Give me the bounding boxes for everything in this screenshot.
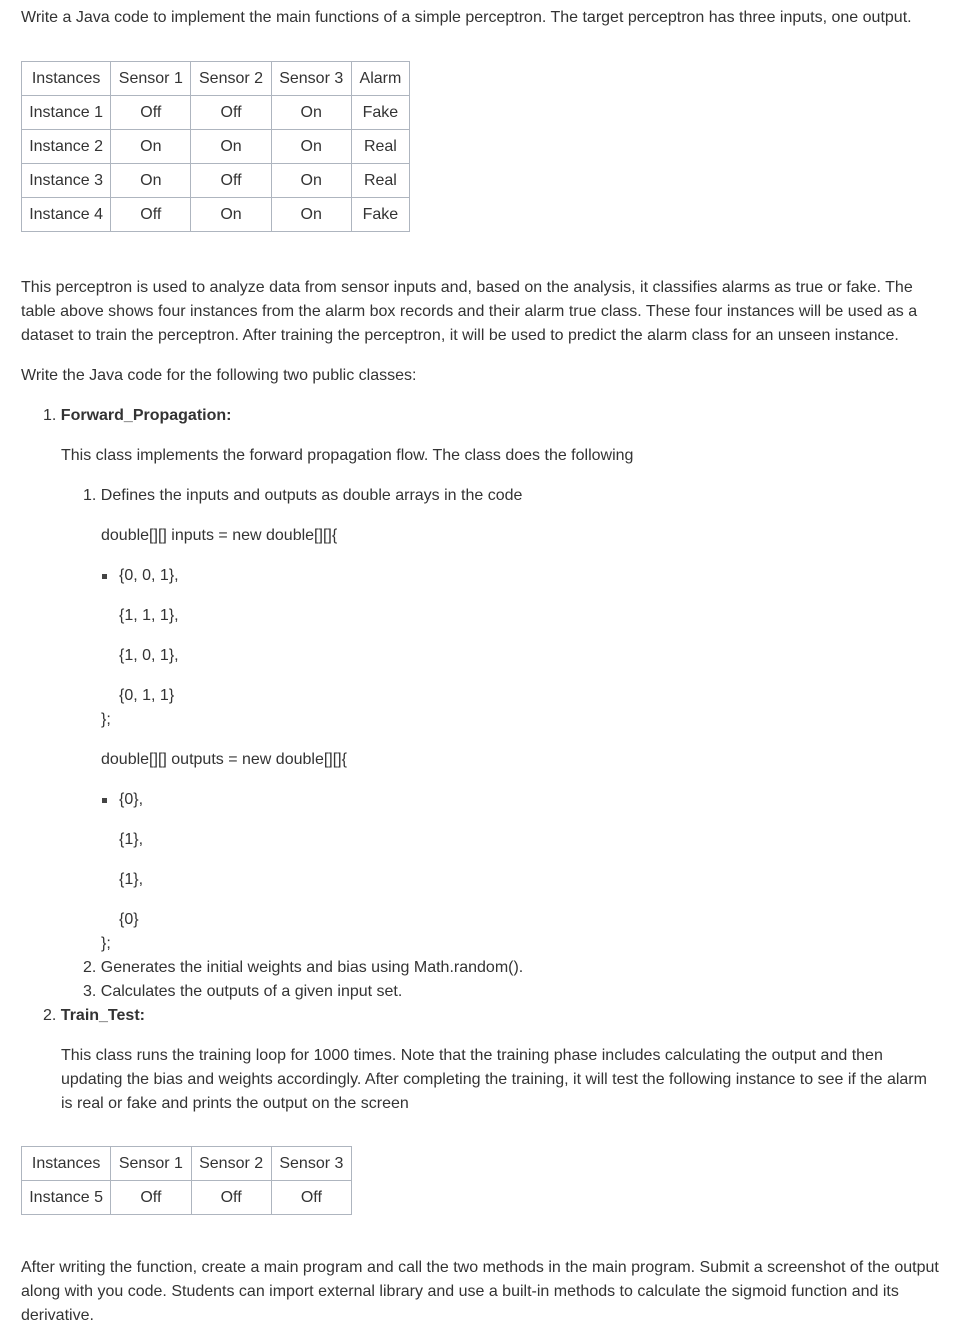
test-instance-table	[21, 1146, 352, 1215]
table-cell: On	[111, 130, 191, 164]
step-number: 3.	[83, 983, 97, 1000]
table-cell: Fake	[351, 96, 409, 130]
inputs-row: {1, 0, 1},	[119, 647, 179, 664]
class1-step3	[83, 983, 402, 1001]
table-cell: On	[271, 96, 351, 130]
table-row	[22, 96, 410, 130]
table-cell: Instance 5	[22, 1181, 111, 1215]
outputs-row: {1},	[119, 871, 144, 888]
table-cell: Off	[111, 96, 191, 130]
inputs-close: };	[101, 711, 111, 728]
table-cell: On	[271, 130, 351, 164]
class2-description: This class runs the training loop for 1000 times. Note that the training phase includes calculating the output and then updating the bias and weights accordingly. After completing the training, it will test the following instance to see if the alarm is real or fake and prints the output on the screen	[61, 1047, 927, 1112]
table-cell: Real	[351, 130, 409, 164]
outputs-row: {0},	[119, 791, 144, 808]
table-header-cell: Sensor 2	[191, 1147, 271, 1181]
outputs-row: {1},	[119, 831, 144, 848]
class1-step2	[83, 959, 523, 977]
table-header-cell: Alarm	[351, 62, 409, 96]
table-cell: On	[191, 130, 271, 164]
table-cell: Off	[271, 1181, 351, 1215]
step-text: Calculates the outputs of a given input set.	[100, 983, 403, 1000]
table-header-cell: Sensor 1	[111, 62, 191, 96]
table-cell: Off	[111, 198, 191, 232]
table-cell: Instance 2	[22, 130, 111, 164]
class2-number: 2.	[43, 1007, 57, 1024]
outputs-row: {0}	[119, 911, 139, 928]
table-cell: Off	[191, 1181, 271, 1215]
table-cell: Off	[191, 164, 271, 198]
outputs-close: };	[101, 935, 111, 952]
table-row	[22, 198, 410, 232]
table-header-row	[22, 62, 410, 96]
table-cell: On	[271, 164, 351, 198]
table-cell: Off	[111, 1181, 191, 1215]
table-header-cell: Sensor 3	[271, 62, 351, 96]
table-cell: Instance 3	[22, 164, 111, 198]
step-number: 2.	[83, 959, 97, 976]
class2-heading	[43, 1007, 145, 1025]
inputs-declaration: double[][] inputs = new double[][]{	[101, 527, 338, 544]
step-text: Defines the inputs and outputs as double arrays in the code	[100, 487, 523, 504]
table-row	[22, 1181, 352, 1215]
step-number: 1.	[83, 487, 97, 504]
table-row	[22, 164, 410, 198]
inputs-row: {0, 0, 1},	[119, 567, 179, 584]
alarm-training-table	[21, 61, 410, 232]
write-instruction: Write the Java code for the following two public classes:	[21, 367, 417, 384]
class1-step1	[83, 487, 522, 505]
table-header-cell: Sensor 3	[271, 1147, 351, 1181]
table-cell: On	[271, 198, 351, 232]
perceptron-description: This perceptron is used to analyze data from sensor inputs and, based on the analysis, it classifies alarms as true or fake. The table above shows four instances from the alarm box records and their alarm true class. These four instances will be used as a dataset to train the perceptron. After training the perceptron, it will be used to predict the alarm class for an unseen instance.	[21, 279, 918, 344]
square-bullet-icon	[102, 798, 107, 803]
table-cell: Real	[351, 164, 409, 198]
table-header-cell: Instances	[22, 1147, 111, 1181]
table-cell: Instance 4	[22, 198, 111, 232]
class1-description: This class implements the forward propagation flow. The class does the following	[61, 447, 634, 464]
inputs-row: {1, 1, 1},	[119, 607, 179, 624]
table-cell: On	[111, 164, 191, 198]
table-header-cell: Sensor 2	[191, 62, 271, 96]
intro-text: Write a Java code to implement the main functions of a simple perceptron. The target perceptron has three inputs, one output.	[21, 9, 912, 26]
class2-title: Train_Test:	[60, 1007, 145, 1024]
table-row	[22, 130, 410, 164]
table-cell: Instance 1	[22, 96, 111, 130]
square-bullet-icon	[102, 574, 107, 579]
table-cell: On	[191, 198, 271, 232]
closing-instructions: After writing the function, create a main program and call the two methods in the main program. Submit a screenshot of the output along with you code. Students can import external library and use a built-in methods to calculate the sigmoid function and its derivative.	[21, 1259, 939, 1324]
table-header-cell: Instances	[22, 62, 111, 96]
class1-heading	[43, 407, 231, 425]
table-cell: Fake	[351, 198, 409, 232]
class1-number: 1.	[43, 407, 57, 424]
inputs-row: {0, 1, 1}	[119, 687, 175, 704]
table-cell: Off	[191, 96, 271, 130]
outputs-declaration: double[][] outputs = new double[][]{	[101, 751, 347, 768]
table-header-cell: Sensor 1	[111, 1147, 191, 1181]
step-text: Generates the initial weights and bias using Math.random().	[100, 959, 524, 976]
table-header-row	[22, 1147, 352, 1181]
class1-title: Forward_Propagation:	[60, 407, 232, 424]
